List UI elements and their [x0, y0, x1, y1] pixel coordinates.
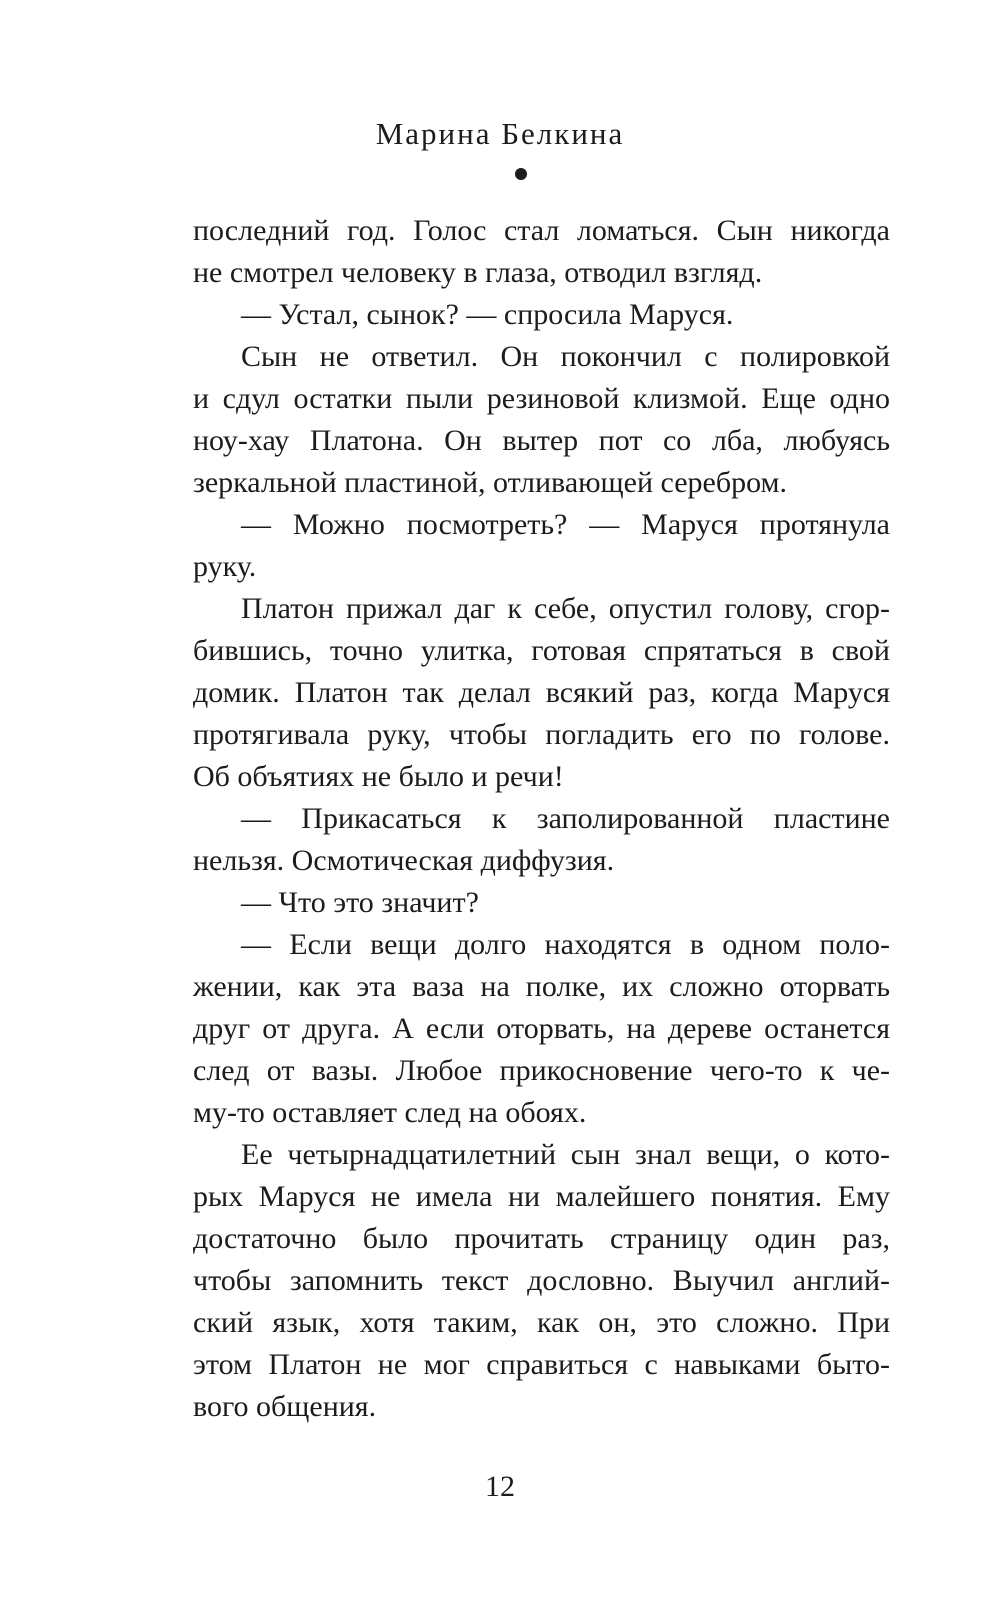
text-line: этом Платон не мог справиться с навыками быто-	[193, 1348, 890, 1381]
text-line: бившись, точно улитка, готовая спрятаться в свой	[193, 634, 890, 667]
text-line: му-то оставляет след на обоях.	[193, 1096, 587, 1129]
text-line: достаточно было прочитать страницу один раз,	[193, 1222, 890, 1255]
text-line: руку.	[193, 550, 257, 583]
running-head-author: Марина Белкина	[375, 116, 625, 151]
text-line: ноу-хау Платона. Он вытер пот со лба, любуясь	[193, 424, 890, 457]
text-line: ский язык, хотя таким, как он, это сложно. При	[193, 1306, 890, 1339]
text-line: Ее четырнадцатилетний сын знал вещи, о кото-	[241, 1138, 890, 1171]
text-line: зеркальной пластиной, отливающей серебром.	[193, 466, 788, 499]
text-line: домик. Платон так делал всякий раз, когда Маруся	[193, 676, 890, 709]
text-line: не смотрел человеку в глаза, отводил взгляд.	[193, 256, 763, 289]
text-line: — Что это значит?	[241, 886, 479, 919]
text-line: Об объятиях не было и речи!	[193, 760, 564, 793]
text-line: — Если вещи долго находятся в одном поло-	[241, 928, 890, 961]
bullet-ornament	[515, 168, 527, 180]
text-line: — Устал, сынок? — спросила Маруся.	[241, 298, 734, 331]
text-line: рых Маруся не имела ни малейшего понятия. Ему	[193, 1180, 890, 1213]
text-line: протягивала руку, чтобы погладить его по голове.	[193, 718, 890, 751]
page-number: 12	[485, 1470, 515, 1503]
text-line: Сын не ответил. Он покончил с полировкой	[241, 340, 890, 373]
text-line: след от вазы. Любое прикосновение чего-то к че-	[193, 1054, 890, 1087]
text-line: вого общения.	[193, 1390, 377, 1423]
body-text	[193, 210, 890, 1428]
text-line: нельзя. Осмотическая диффузия.	[193, 844, 615, 877]
text-line: друг от друга. А если оторвать, на дереве останется	[193, 1012, 890, 1045]
text-line: последний год. Голос стал ломаться. Сын никогда	[193, 214, 890, 247]
text-line: Платон прижал даг к себе, опустил голову, сгор-	[241, 592, 890, 625]
text-line: — Можно посмотреть? — Маруся протянула	[241, 508, 890, 541]
text-line: чтобы запомнить текст дословно. Выучил англий-	[193, 1264, 890, 1297]
text-line: жении, как эта ваза на полке, их сложно оторвать	[193, 970, 890, 1003]
text-line: — Прикасаться к заполированной пластине	[241, 802, 890, 835]
text-line: и сдул остатки пыли резиновой клизмой. Еще одно	[193, 382, 890, 415]
